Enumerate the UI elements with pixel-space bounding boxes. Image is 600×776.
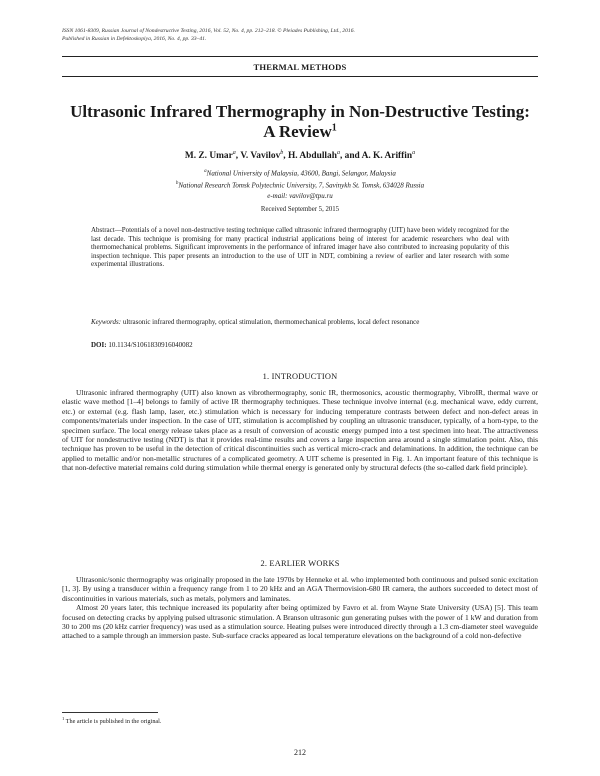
author-affil-mark: a: [336, 150, 340, 156]
affiliation-text: National Research Tomsk Polytechnic University, 7, Savinykh St. Tomsk, 634028 Russia: [178, 181, 425, 190]
keywords-text: ultrasonic infrared thermography, optical stimulation, thermomechanical problems, local defect resonance: [122, 318, 420, 326]
paragraph: Almost 20 years later, this technique increased its popularity after being optimized by Favro et al. from Wayne State University (USA) [5]. This team focused on detecting cracks by applying pulsed ultrasonic stimulation. A Branson ultrasonic gun generating pulses with the power of 1 kW and duration from 30 to 200 ms (20 kHz carrier frequency) was used as a stimulation source. Heating pulses were introduced directly through a 1.3 cm-diameter steel waveguide attached to a sample through an immersion paste. Sub-surface cracks appeared as local temperature elevations on the background of a cold non-defective: [62, 603, 538, 641]
author-affil-mark: a: [412, 150, 416, 156]
keywords-label: Keywords:: [91, 318, 122, 326]
footnote-rule: [62, 712, 158, 713]
abstract-label: Abstract: [91, 226, 115, 234]
journal-header: [62, 28, 552, 43]
paragraph: Ultrasonic infrared thermography (UIT) also known as vibrothermography, sonic IR, thermosonics, acoustic thermography, VibroIR, thermal wave or elastic wave method [1–4] belongs to family of active IR thermography techniques. These technique involve internal (e.g. mechanical wave, eddy current, etc.) or external (e.g. flash lamp, laser, etc.) stimulation which is necessary for inducing temperature contrasts between defect and non-defect areas in components/materials under inspection. In the case of UIT, stimulation is accomplished by coupling an ultrasonic transducer, typically, of a horn-type, to the specimen surface. The local energy release takes place as a result of conversion of acoustic energy pumped into a test specimen into heat. The attractiveness of UIT for nondestructive testing (NDT) is that it provides real-time results and covers a large inspection area around a single stimulation point. Also, this technique has proven to be useful in the detection of critical discontinuities such as vertical micro-crack and delaminations. In addition, the technique can be applied to metallic and/or non-metallic structures of a complicated geometry. A UIT scheme is presented in Fig. 1. An important feature of this technique is that non-defective material remains cold during stimulation while thermal energy is generated only by structural defects (the so-called dark field principle).: [62, 388, 538, 473]
affiliation: [0, 167, 600, 178]
footnote-text: The article is published in the original.: [65, 718, 162, 726]
doi: [91, 341, 193, 349]
doi-label: DOI:: [91, 341, 107, 349]
footnote: [62, 716, 161, 725]
section-label: THERMAL METHODS: [253, 62, 347, 72]
page-number: 212: [294, 748, 306, 757]
author-email: e-mail: vavilov@tpu.ru: [267, 192, 333, 200]
paragraph: Ultrasonic/sonic thermography was originally proposed in the late 1970s by Henneke et al. who implemented both continuous and pulsed sonic excitation [1, 3]. By using a transducer within a frequency range from 1 to 20 kHz and an AGA Thermovision-680 IR camera, the authors succeeded to detect most of discontinuities in various materials, such as metals, polymers and laminates.: [62, 575, 538, 603]
title-line-1: Ultrasonic Infrared Thermography in Non-Destructive Testing:: [70, 102, 530, 121]
keywords: [91, 318, 509, 327]
introduction-body: [62, 388, 538, 473]
section-top-rule: [62, 56, 538, 57]
earlier-works-body: [62, 575, 538, 641]
article-title: [40, 102, 560, 142]
author-name: A. K. Ariffin: [361, 151, 413, 162]
doi-value: 10.1134/S1061830916040082: [108, 341, 193, 349]
author-affil-mark: b: [280, 150, 284, 156]
author-name: M. Z. Umar: [184, 151, 233, 162]
footnote-mark: 1: [62, 716, 65, 721]
affiliation-mark: b: [175, 181, 179, 186]
author-name: V. Vavilov: [240, 151, 281, 162]
author-list: M. Z. Umar$^a$, V. Vavilov$^b$, H. Abdullah$^a$, and A. K. Ariffin$^a$: [184, 150, 416, 162]
title-footnote-mark: 1: [331, 122, 337, 134]
affiliation: [0, 179, 600, 190]
author-affil-mark: a: [232, 150, 236, 156]
translation-note: Published in Russian in Defektoskopiya, 2016, No. 4, pp. 33–41.: [62, 35, 207, 42]
journal-citation: ISSN 1061-8309, Russian Journal of Nondestructive Testing, 2016, Vol. 52, No. 4, pp. 212–218. © Pleiades Publishing, Ltd., 2016.: [62, 28, 355, 34]
author-name: H. Abdullah: [287, 151, 337, 162]
received-date: Received September 5, 2015: [260, 206, 340, 213]
abstract: [91, 226, 509, 269]
section-heading-introduction: 1. INTRODUCTION: [262, 372, 338, 381]
title-line-2: A Review: [263, 122, 332, 141]
abstract-text: —Potentials of a novel non-destructive testing technique called ultrasonic infrared thermography (UIT) have been widely recognized for the last decade. This technique is promising for many practical industrial applications being of interest for academic researchers who deal with thermomechanical problems. Significant improvements in the performance of infrared imager have also contributed to increasing popularity of this inspection technique. This paper presents an introduction to the use of UIT in NDT, combining a review of earlier and later research with some experimental illustrations.: [91, 226, 509, 269]
section-heading-earlier-works: 2. EARLIER WORKS: [260, 559, 340, 568]
affiliation-text: National University of Malaysia, 43600, Bangi, Selangor, Malaysia: [206, 169, 396, 178]
affiliation-mark: a: [204, 169, 207, 174]
section-bottom-rule: [62, 76, 538, 77]
